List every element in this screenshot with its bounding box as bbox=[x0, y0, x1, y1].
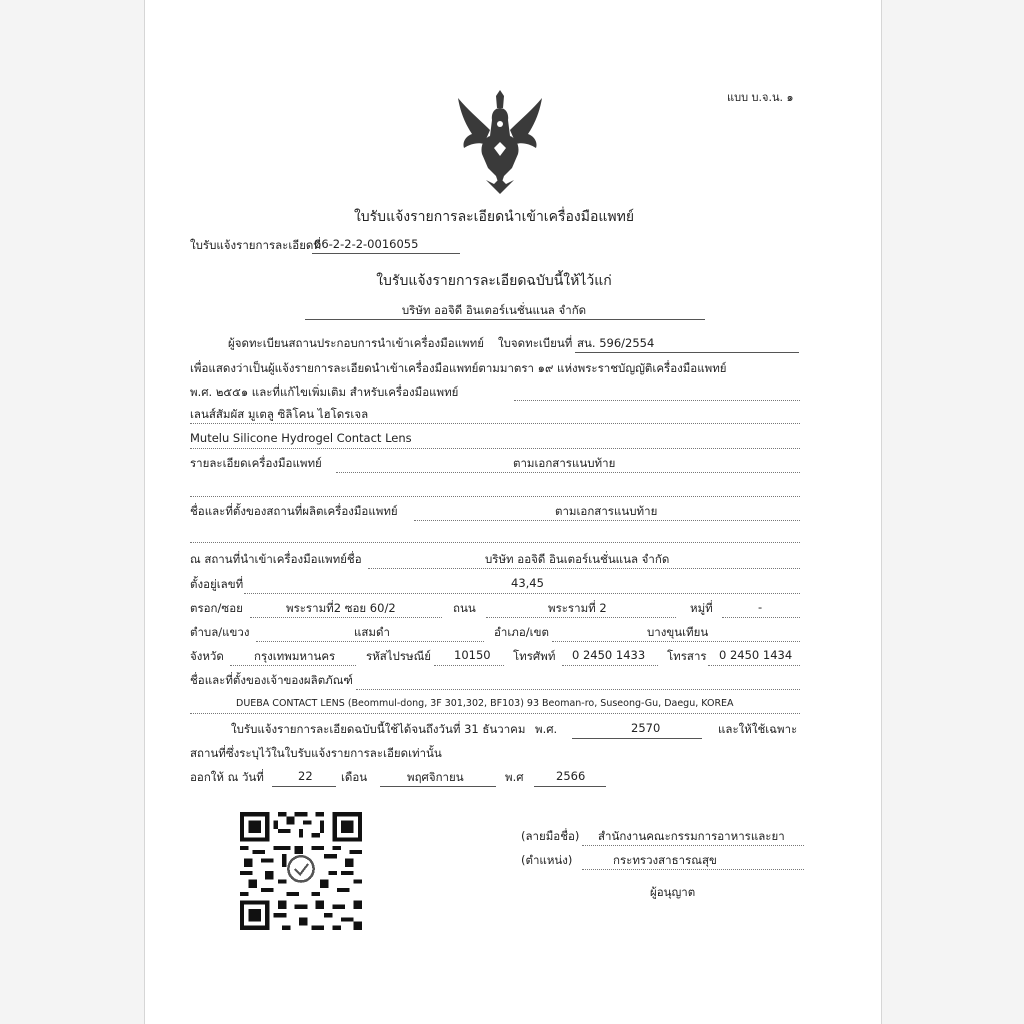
issue-month-underline bbox=[380, 786, 496, 787]
soi-label: ตรอก/ซอย bbox=[190, 601, 243, 615]
dotted-line bbox=[230, 665, 356, 666]
dotted-line bbox=[722, 617, 800, 618]
device-name-th: เลนส์สัมผัส มูเตลู ซิลิโคน ไฮโดรเจล bbox=[190, 407, 369, 421]
dotted-line bbox=[190, 448, 800, 449]
dotted-line bbox=[190, 423, 800, 424]
license-label: ใบจดทะเบียนที่ bbox=[498, 336, 573, 350]
dotted-line bbox=[190, 713, 800, 714]
garuda-emblem bbox=[450, 90, 550, 196]
declaration-line-1: เพื่อแสดงว่าเป็นผู้แจ้งรายการละเอียดนำเข้าเครื่องมือแพทย์ตามมาตรา ๑๙ แห่งพระราชบัญญัติเครื่องมือแพทย์ bbox=[190, 361, 727, 375]
subdistrict-value: แสมดำ bbox=[354, 625, 390, 639]
qr-code[interactable] bbox=[240, 812, 362, 930]
validity-text: ใบรับแจ้งรายการละเอียดฉบับนี้ใช้ได้จนถึงวันที่ 31 ธันวาคม bbox=[231, 722, 526, 736]
signature-label: (ลายมือชื่อ) bbox=[521, 829, 580, 843]
dotted-line bbox=[552, 641, 800, 642]
issue-month: พฤศจิกายน bbox=[407, 770, 464, 784]
dotted-line bbox=[256, 641, 484, 642]
soi-value: พระรามที่2 ซอย 60/2 bbox=[286, 601, 396, 615]
product-owner-value: DUEBA CONTACT LENS (Beommul-dong, 3F 301,302, BF103) 93 Beoman-ro, Suseong-Gu, Daegu, KOREA bbox=[236, 698, 734, 709]
signature-value: สำนักงานคณะกรรมการอาหารและยา bbox=[598, 829, 785, 843]
subdistrict-label: ตำบล/แขวง bbox=[190, 625, 250, 639]
postcode-label: รหัสไปรษณีย์ bbox=[366, 649, 432, 663]
district-value: บางขุนเทียน bbox=[647, 625, 709, 639]
validity-tail: และให้ใช้เฉพาะ bbox=[718, 722, 798, 736]
issue-year-label: พ.ศ bbox=[505, 770, 524, 784]
province-value: กรุงเทพมหานคร bbox=[254, 649, 336, 663]
dotted-line bbox=[708, 665, 800, 666]
license-underline bbox=[575, 352, 799, 353]
dotted-line bbox=[582, 869, 804, 870]
dotted-line bbox=[562, 665, 658, 666]
dotted-line bbox=[582, 845, 804, 846]
manufacturer-site-label: ชื่อและที่ตั้งของสถานที่ผลิตเครื่องมือแพทย์ bbox=[190, 504, 398, 518]
validity-year: 2570 bbox=[631, 721, 661, 735]
issued-to-label: ใบรับแจ้งรายการละเอียดฉบับนี้ให้ไว้แก่ bbox=[376, 273, 612, 289]
address-number: 43,45 bbox=[511, 576, 544, 590]
position-value: กระทรวงสาธารณสุข bbox=[613, 853, 717, 867]
dotted-line bbox=[190, 542, 800, 543]
registrant-label: ผู้จดทะเบียนสถานประกอบการนำเข้าเครื่องมือแพทย์ bbox=[228, 336, 484, 350]
dotted-line bbox=[250, 617, 442, 618]
form-code: แบบ บ.จ.น. ๑ bbox=[727, 91, 794, 104]
dotted-line bbox=[514, 400, 800, 401]
document-title: ใบรับแจ้งรายการละเอียดนำเข้าเครื่องมือแพทย์ bbox=[353, 209, 635, 225]
phone-value: 0 2450 1433 bbox=[572, 648, 646, 662]
manufacturer-site-value: ตามเอกสารแนบท้าย bbox=[555, 504, 658, 518]
device-details-label: รายละเอียดเครื่องมือแพทย์ bbox=[190, 456, 322, 470]
device-name-en: Mutelu Silicone Hydrogel Contact Lens bbox=[190, 431, 412, 445]
validity-year-underline bbox=[572, 738, 702, 739]
issue-year-underline bbox=[534, 786, 606, 787]
dotted-line bbox=[356, 689, 800, 690]
issue-day-underline bbox=[272, 786, 336, 787]
authority-label: ผู้อนุญาต bbox=[650, 885, 696, 899]
issue-year: 2566 bbox=[556, 769, 586, 783]
dotted-line bbox=[336, 472, 800, 473]
moo-label: หมู่ที่ bbox=[690, 601, 713, 615]
company-name: บริษัท ออจิดี อินเตอร์เนชั่นแนล จำกัด bbox=[401, 303, 587, 317]
importer-value: บริษัท ออจิดี อินเตอร์เนชั่นแนล จำกัด bbox=[485, 552, 670, 566]
fax-label: โทรสาร bbox=[667, 649, 707, 663]
importer-label: ณ สถานที่นำเข้าเครื่องมือแพทย์ชื่อ bbox=[190, 552, 362, 566]
validity-be-label: พ.ศ. bbox=[535, 722, 558, 736]
road-label: ถนน bbox=[453, 601, 476, 615]
district-label: อำเภอ/เขต bbox=[494, 625, 549, 639]
declaration-line-2: พ.ศ. ๒๕๕๑ และที่แก้ไขเพิ่มเติม สำหรับเครื่องมือแพทย์ bbox=[190, 385, 459, 399]
notice-number-underline bbox=[312, 253, 460, 254]
license-number: สน. 596/2554 bbox=[577, 336, 655, 350]
dotted-line bbox=[368, 568, 800, 569]
dotted-line bbox=[244, 593, 800, 594]
device-details-value: ตามเอกสารแนบท้าย bbox=[513, 456, 616, 470]
issue-month-label: เดือน bbox=[341, 770, 368, 784]
dotted-line bbox=[414, 520, 800, 521]
dotted-line bbox=[434, 665, 504, 666]
dotted-line bbox=[486, 617, 676, 618]
province-label: จังหวัด bbox=[190, 649, 224, 663]
moo-value: - bbox=[758, 600, 763, 614]
validity-line-2: สถานที่ซึ่งระบุไว้ในใบรับแจ้งรายการละเอียดเท่านั้น bbox=[190, 746, 442, 760]
postcode-value: 10150 bbox=[454, 648, 491, 662]
issue-date-label: ออกให้ ณ วันที่ bbox=[190, 770, 264, 784]
position-label: (ตำแหน่ง) bbox=[521, 853, 573, 867]
notice-number: 66-2-2-2-0016055 bbox=[314, 237, 419, 251]
address-number-label: ตั้งอยู่เลขที่ bbox=[190, 577, 244, 591]
road-value: พระรามที่ 2 bbox=[548, 601, 607, 615]
product-owner-label: ชื่อและที่ตั้งของเจ้าของผลิตภัณฑ์ bbox=[190, 673, 353, 687]
company-underline bbox=[305, 319, 705, 320]
fax-value: 0 2450 1434 bbox=[719, 648, 793, 662]
dotted-line bbox=[190, 496, 800, 497]
notice-number-label: ใบรับแจ้งรายการละเอียดที่ bbox=[190, 238, 321, 252]
issue-day: 22 bbox=[298, 769, 313, 783]
phone-label: โทรศัพท์ bbox=[513, 649, 556, 663]
